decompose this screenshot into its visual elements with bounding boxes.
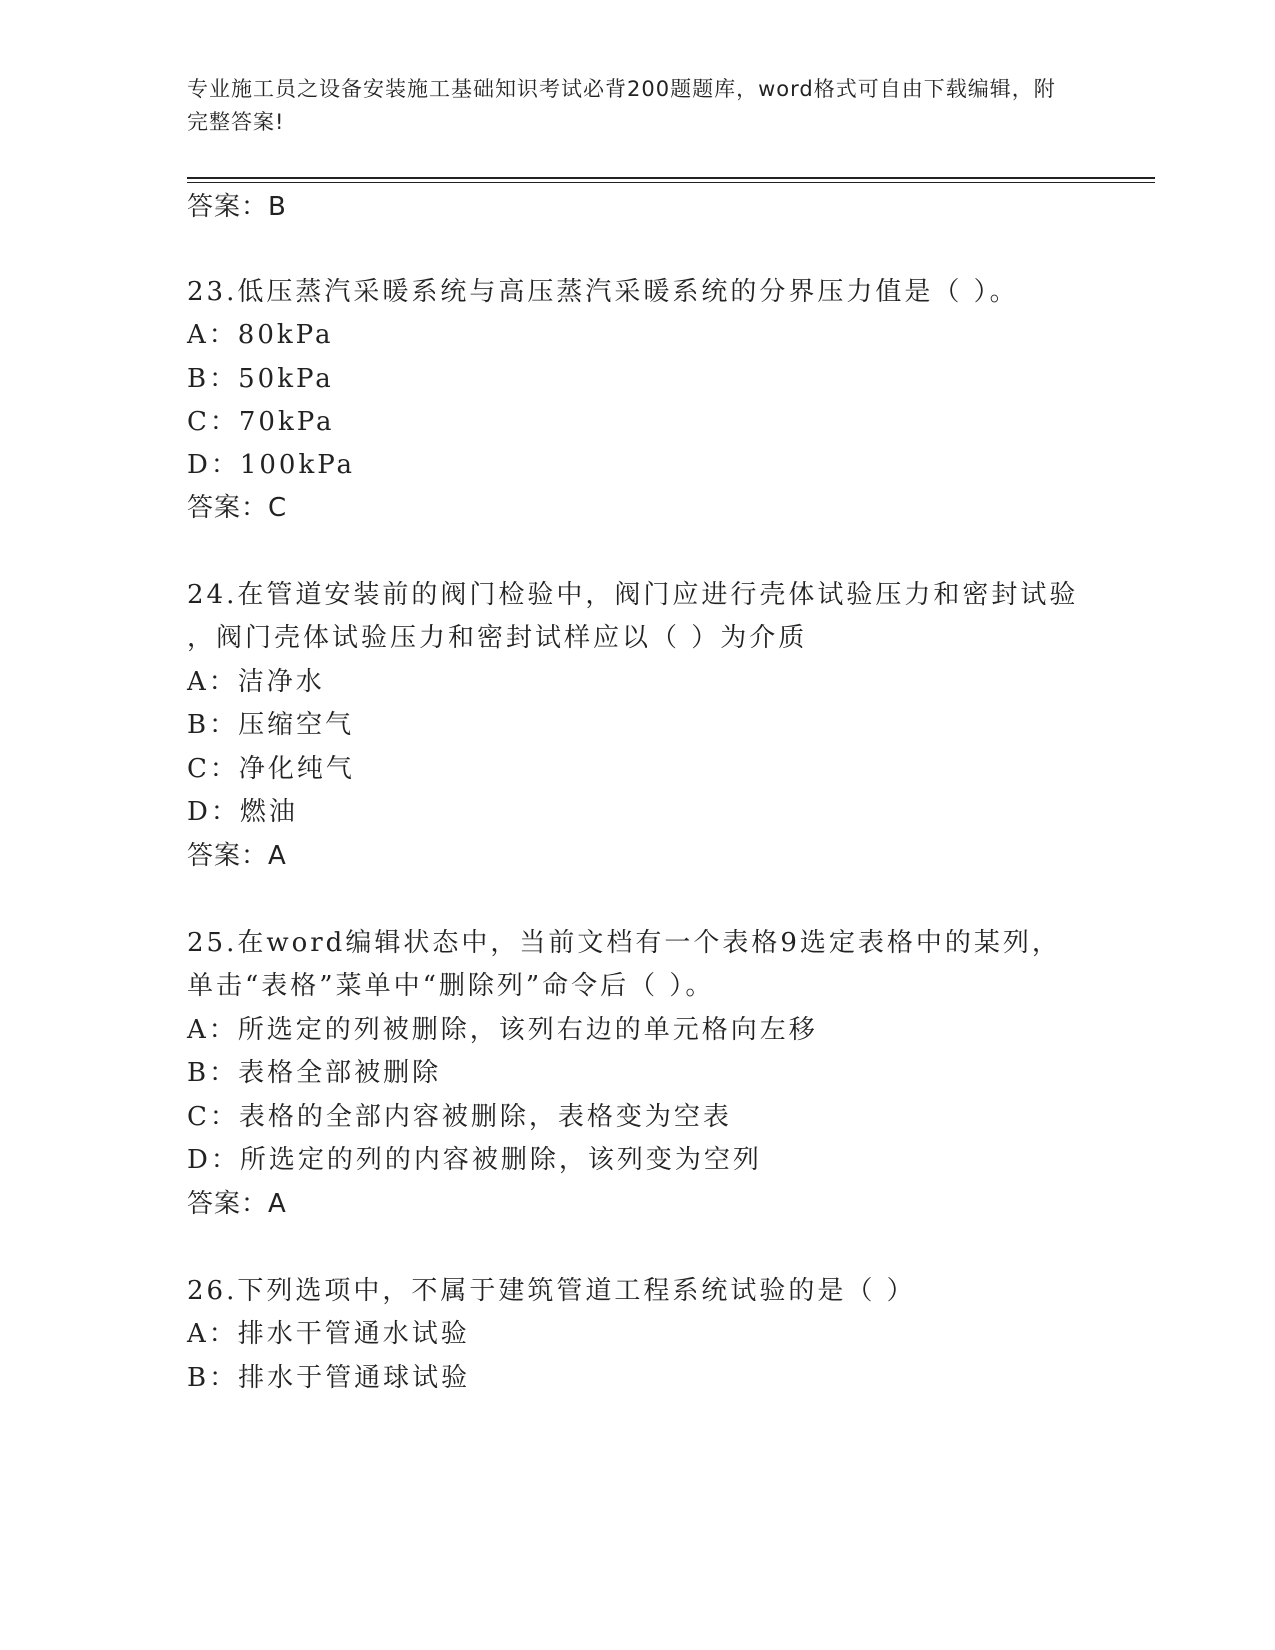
question-25-option-a: A：所选定的列被删除，该列右边的单元格向左移 <box>187 1015 818 1045</box>
question-23-option-b: B：50kPa <box>187 364 334 394</box>
header-divider-thin <box>187 182 1155 183</box>
question-23-answer: 答案：C <box>187 493 288 523</box>
question-24-option-a: A：洁净水 <box>187 667 325 697</box>
question-26-option-b: B：排水于管通球试验 <box>187 1363 471 1393</box>
question-26-text: 26.下列选项中，不属于建筑管道工程系统试验的是（ ） <box>187 1276 916 1306</box>
question-23-text: 23.低压蒸汽采暖系统与高压蒸汽采暖系统的分界压力值是（ ）。 <box>187 277 1019 307</box>
question-25-answer: 答案：A <box>187 1189 287 1219</box>
question-24-option-c: C：净化纯气 <box>187 754 355 784</box>
question-24-text-line-2: ，阀门壳体试验压力和密封试样应以（ ）为介质 <box>187 623 808 653</box>
question-24-option-d: D：燃油 <box>187 797 298 827</box>
question-25-text-line-1: 25.在word编辑状态中，当前文档有一个表格9选定表格中的某列， <box>187 928 1061 958</box>
previous-answer: 答案：B <box>187 192 287 222</box>
question-23-option-a: A：80kPa <box>187 320 334 350</box>
question-24-option-b: B：压缩空气 <box>187 710 355 740</box>
question-25-option-d: D：所选定的列的内容被删除，该列变为空列 <box>187 1145 762 1175</box>
question-24-answer: 答案：A <box>187 841 287 871</box>
question-25-option-b: B：表格全部被删除 <box>187 1058 442 1088</box>
header-divider-thick <box>187 177 1155 179</box>
question-26-option-a: A：排水干管通水试验 <box>187 1319 470 1349</box>
question-24-text-line-1: 24.在管道安装前的阀门检验中，阀门应进行壳体试验压力和密封试验 <box>187 580 1079 610</box>
question-25-text-line-2: 单击“表格”菜单中“删除列”命令后（ ）。 <box>187 971 715 1001</box>
question-23-option-c: C：70kPa <box>187 407 335 437</box>
question-25-option-c: C：表格的全部内容被删除，表格变为空表 <box>187 1102 732 1132</box>
document-header-title: 专业施工员之设备安装施工基础知识考试必背200题题库，word格式可自由下载编辑，附完整答案! <box>187 77 1056 134</box>
question-23-option-d: D：100kPa <box>187 450 356 480</box>
